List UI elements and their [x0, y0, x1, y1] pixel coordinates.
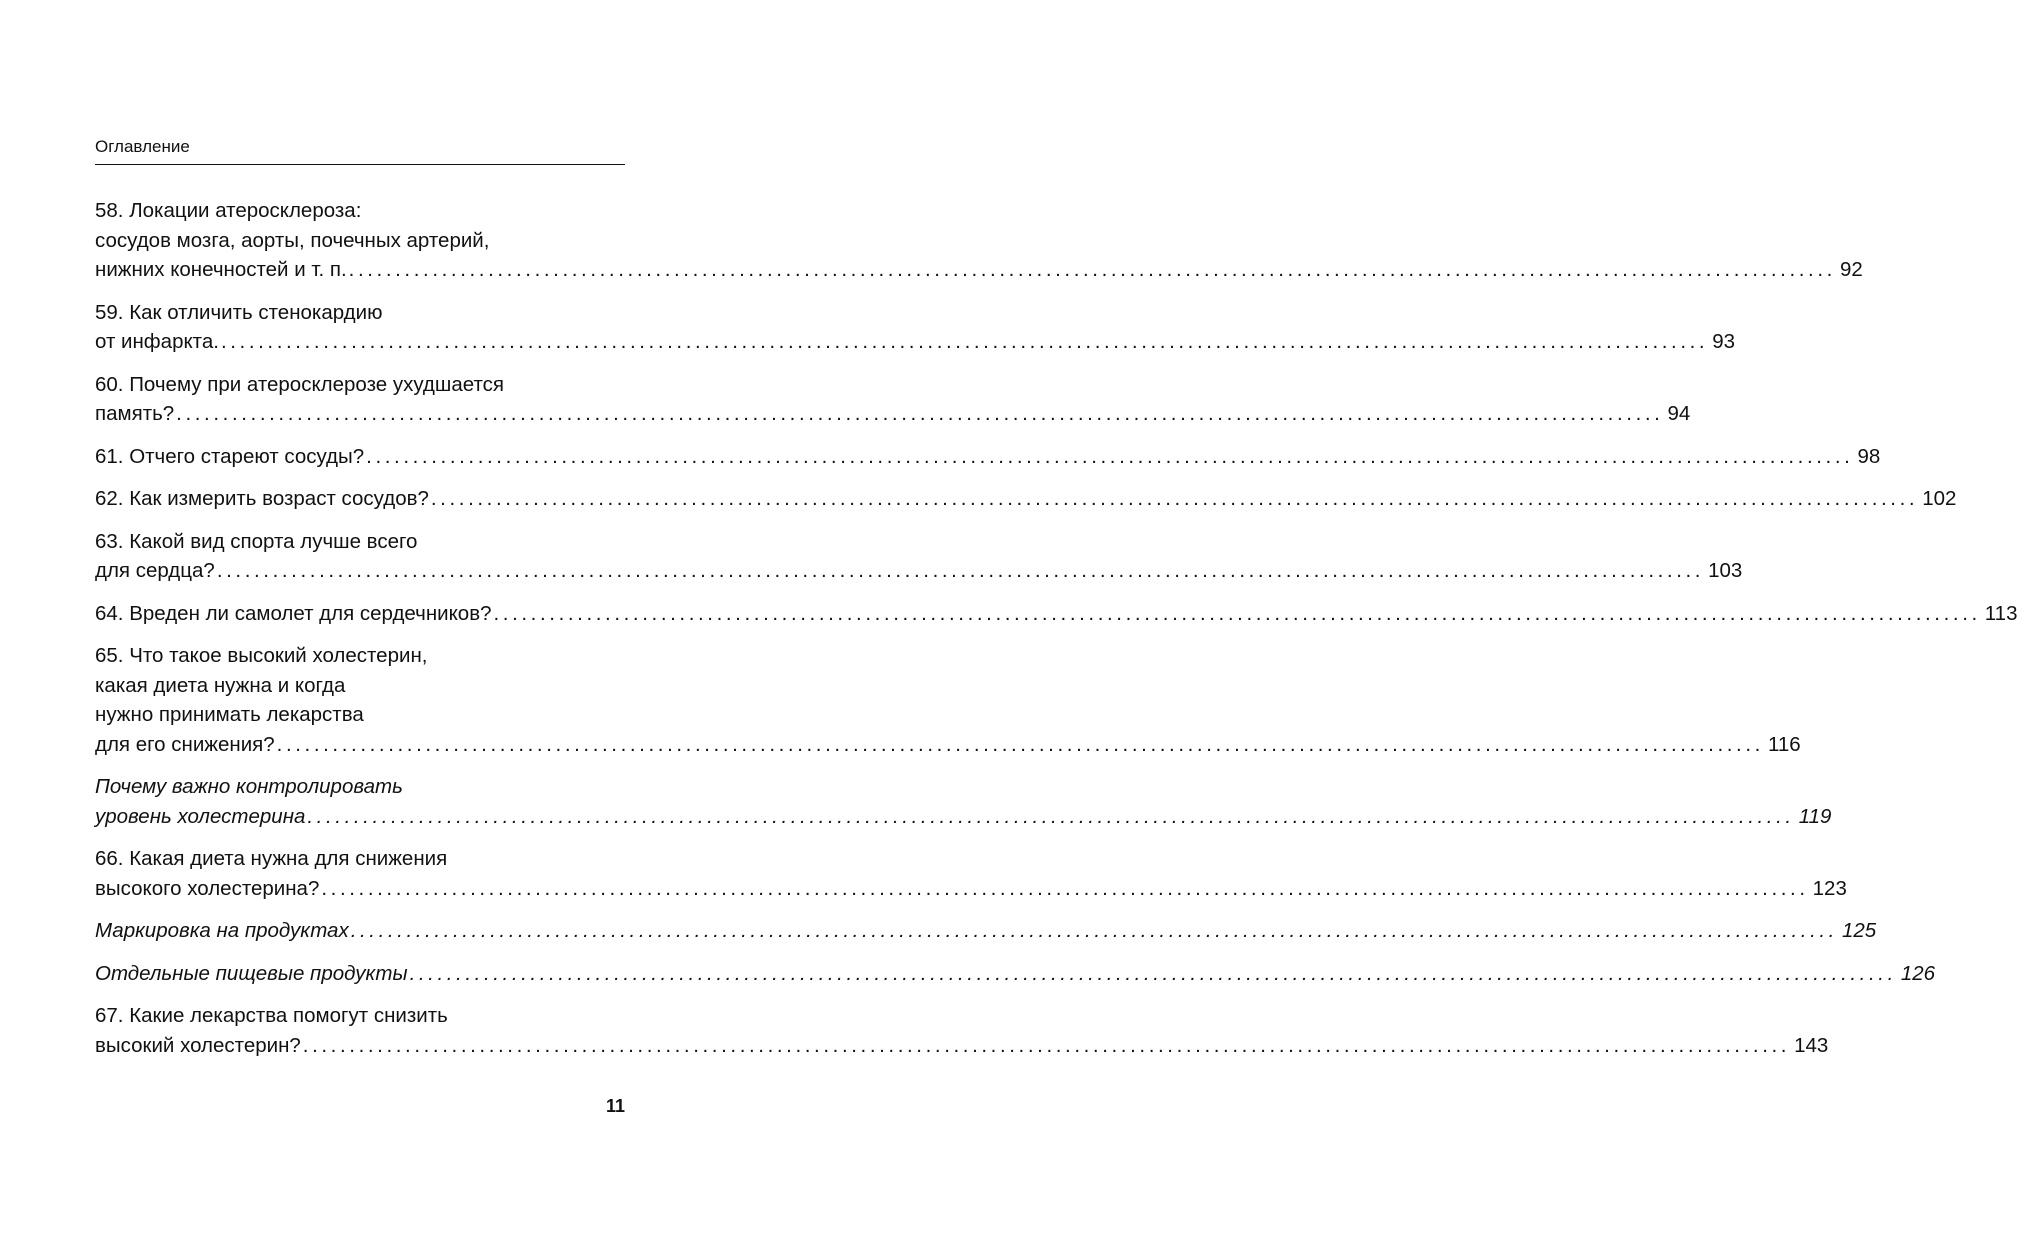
- toc-entry: [95, 196, 1863, 285]
- toc-entry-last-line: [95, 802, 1832, 832]
- dot-leader: ................................................................................................................................................................: [366, 444, 1854, 468]
- running-header: Оглавление: [95, 137, 190, 156]
- toc-entry-page: 119: [1798, 804, 1832, 828]
- toc-entry-page: 113: [1984, 601, 2017, 625]
- toc-entry-last-line: [95, 255, 1863, 285]
- toc-entry-line: 65. Что такое высокий холестерин,: [95, 644, 428, 667]
- toc-entry-page: 102: [1922, 487, 1957, 510]
- toc-entry-title: память?: [95, 402, 175, 425]
- dot-leader: ................................................................................................................................................................: [276, 732, 1764, 756]
- toc-entry-title: от инфаркта.: [95, 330, 219, 353]
- toc-entry-title: уровень холестерина: [95, 804, 306, 828]
- dot-leader: ................................................................................................................................................................: [350, 919, 1838, 942]
- toc-entry-page: 116: [1767, 732, 1801, 756]
- toc-entry: [95, 916, 1877, 946]
- toc-entry-line: какая диета нужна и когда: [95, 673, 346, 697]
- toc-entry: [95, 442, 1881, 472]
- toc-entry-line: 59. Как отличить стенокардию: [95, 300, 383, 324]
- toc-entry-last-line: [95, 327, 1736, 357]
- toc-entry-last-line: [95, 484, 1957, 514]
- toc-entry: [95, 298, 1736, 357]
- toc-entry-line: 58. Локации атеросклероза:: [95, 199, 362, 222]
- toc-entry-title: 62. Как измерить возраст сосудов?: [95, 487, 429, 510]
- toc-entry-line: 63. Какой вид спорта лучше всего: [95, 529, 418, 553]
- toc-entry: [95, 370, 1691, 429]
- toc-entry-title: для сердца?: [95, 559, 215, 582]
- toc-entry: [95, 844, 1847, 903]
- toc-entry: [95, 641, 1801, 759]
- toc-entry-title: нижних конечностей и т. п.: [95, 258, 347, 281]
- dot-leader: ................................................................................................................................................................: [493, 601, 1981, 625]
- toc-entry-page: 93: [1712, 330, 1736, 353]
- header-rule: [95, 164, 625, 165]
- toc-entry-line: сосудов мозга, аорты, почечных артерий,: [95, 228, 490, 252]
- toc-entry: [95, 484, 1957, 514]
- dot-leader: ................................................................................................................................................................: [321, 876, 1809, 900]
- dot-leader: ................................................................................................................................................................: [302, 1033, 1791, 1057]
- toc-entry-last-line: [95, 1031, 1829, 1061]
- toc-entry-page: 103: [1708, 559, 1743, 582]
- dot-leader: ................................................................................................................................................................: [220, 330, 1709, 353]
- dot-leader: ................................................................................................................................................................: [176, 402, 1664, 425]
- toc-entry-last-line: [95, 556, 1743, 586]
- page-number: 11: [605, 1096, 625, 1116]
- toc-entry-last-line: [95, 916, 1877, 946]
- dot-leader: ................................................................................................................................................................: [430, 487, 1919, 510]
- dot-leader: ................................................................................................................................................................: [216, 559, 1705, 582]
- table-of-contents: [95, 196, 2017, 1073]
- toc-entry-page: 94: [1667, 402, 1691, 425]
- toc-entry-last-line: [95, 599, 2017, 629]
- toc-entry-line: 66. Какая диета нужна для снижения: [95, 847, 448, 870]
- toc-entry-line: 60. Почему при атеросклерозе ухудшается: [95, 372, 504, 396]
- toc-entry: [95, 772, 1832, 831]
- toc-entry-title: для его снижения?: [95, 732, 275, 756]
- toc-entry-title: Маркировка на продуктах: [95, 919, 349, 942]
- toc-entry: [95, 959, 1936, 989]
- toc-entry-title: 64. Вреден ли самолет для сердечников?: [95, 601, 492, 625]
- toc-entry-page: 92: [1839, 258, 1863, 281]
- toc-entry-title: высокий холестерин?: [95, 1033, 301, 1057]
- toc-entry: [95, 527, 1743, 586]
- toc-entry-title: Отдельные пищевые продукты: [95, 961, 408, 985]
- toc-entry-page: 143: [1794, 1033, 1829, 1057]
- toc-entry-line: нужно принимать лекарства: [95, 703, 364, 726]
- dot-leader: ................................................................................................................................................................: [307, 804, 1795, 828]
- toc-entry-title: высокого холестерина?: [95, 876, 320, 900]
- toc-entry-page: 125: [1841, 919, 1877, 942]
- toc-entry-line: 67. Какие лекарства помогут снизить: [95, 1004, 448, 1027]
- toc-entry-last-line: [95, 959, 1936, 989]
- toc-entry-title: 61. Отчего стареют сосуды?: [95, 444, 365, 468]
- toc-entry-last-line: [95, 399, 1691, 429]
- toc-entry-page: 98: [1857, 444, 1881, 468]
- toc-entry-last-line: [95, 874, 1847, 904]
- toc-entry-line: Почему важно контролировать: [95, 775, 403, 798]
- toc-entry: [95, 1001, 1829, 1060]
- dot-leader: ................................................................................................................................................................: [348, 258, 1836, 281]
- dot-leader: ................................................................................................................................................................: [409, 961, 1897, 985]
- toc-entry-last-line: [95, 730, 1801, 760]
- toc-entry: [95, 599, 2017, 629]
- toc-entry-page: 123: [1812, 876, 1847, 900]
- toc-entry-last-line: [95, 442, 1881, 472]
- toc-entry-page: 126: [1900, 961, 1936, 985]
